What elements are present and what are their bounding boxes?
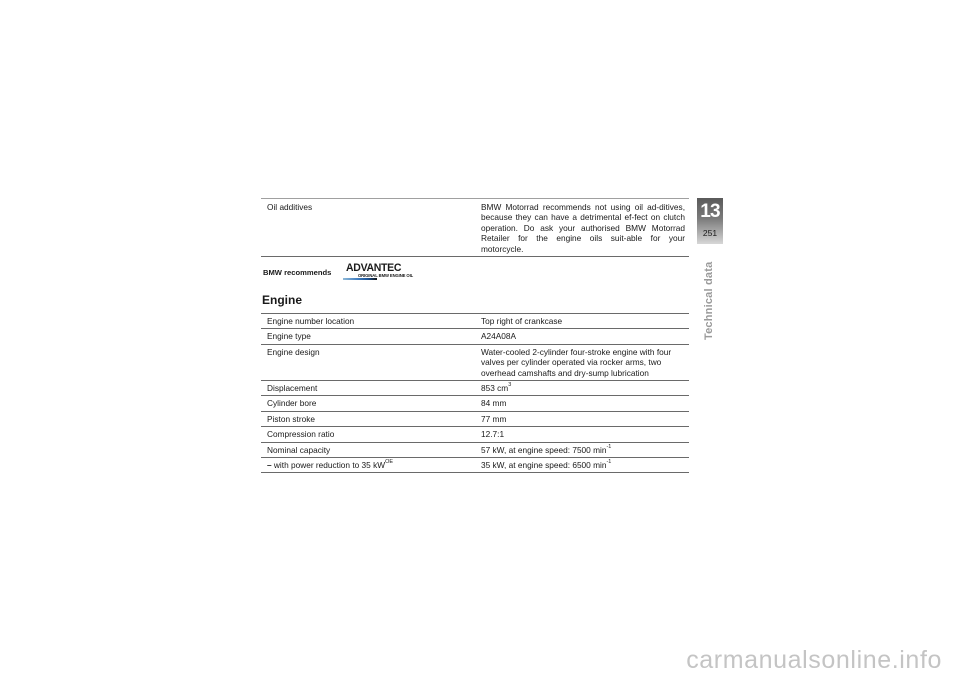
spec-label-text: Cylinder bore	[267, 398, 317, 409]
spec-label	[261, 329, 475, 344]
spec-label	[261, 427, 475, 442]
advantec-logo-subtext: ORIGINAL BMW ENGINE OIL	[358, 273, 414, 278]
spec-label-text: Displacement	[267, 383, 318, 394]
spec-value	[475, 442, 689, 457]
spec-label-text: Piston stroke	[267, 413, 315, 424]
spec-label	[261, 458, 475, 473]
table-row	[261, 344, 689, 380]
oil-additives-section	[261, 198, 689, 257]
spec-value-text: Water-cooled 2-cylinder four-stroke engine with four valves per cylinder operated via rocker arms, two overhead camshafts and dry-sump lubrication	[481, 346, 672, 378]
spec-value	[475, 381, 689, 396]
spec-value	[475, 314, 689, 329]
spec-value	[475, 396, 689, 411]
advantec-logo-bar	[343, 278, 377, 280]
spec-label	[261, 344, 475, 380]
spec-value-text: 57 kW, at engine speed: 7500 min	[481, 444, 607, 455]
spec-label	[261, 314, 475, 329]
spec-label	[261, 396, 475, 411]
spec-value-superscript: -1	[606, 459, 612, 466]
engine-spec-rows	[261, 314, 689, 473]
spec-label	[261, 411, 475, 426]
spec-value-superscript: 3	[508, 382, 512, 389]
spec-value	[475, 411, 689, 426]
chapter-number: 13	[700, 201, 720, 222]
table-row	[261, 329, 689, 344]
chapter-tab	[697, 198, 723, 244]
table-row	[261, 199, 689, 257]
watermark: carmanualsonline.info	[686, 646, 942, 674]
spec-label-superscript: OE	[385, 459, 394, 466]
oil-additives-table	[261, 198, 689, 257]
table-row	[261, 458, 689, 473]
spec-value-text: 35 kW, at engine speed: 6500 min	[481, 460, 607, 471]
spec-label-text: Compression ratio	[267, 429, 335, 440]
spec-label-text: Engine design	[267, 346, 320, 357]
spec-value-text: Top right of crankcase	[481, 316, 563, 326]
engine-spec-table	[261, 313, 689, 473]
spec-value-text: 84 mm	[481, 398, 507, 409]
spec-value-superscript: -1	[606, 443, 612, 450]
table-row	[261, 314, 689, 329]
spec-value	[475, 458, 689, 473]
spec-label	[261, 381, 475, 396]
spec-value	[475, 427, 689, 442]
table-row	[261, 396, 689, 411]
table-row	[261, 427, 689, 442]
oil-additives-label: Oil additives	[261, 199, 475, 257]
engine-section-title: Engine	[262, 293, 303, 307]
spec-label-text: Engine type	[267, 331, 311, 342]
bmw-recommends-label: BMW recommends	[263, 268, 332, 277]
table-row	[261, 381, 689, 396]
table-row	[261, 411, 689, 426]
spec-label-text: Engine number location	[267, 316, 355, 326]
table-row	[261, 442, 689, 457]
spec-label-text: Nominal capacity	[267, 444, 331, 455]
spec-value-text: 853 cm	[481, 383, 509, 394]
engine-spec-section	[261, 313, 689, 473]
bmw-recommends-row	[263, 262, 463, 284]
advantec-logo-text: ADVANTEC	[346, 261, 402, 275]
spec-label-text: with power reduction to 35 kW	[271, 460, 386, 471]
spec-value	[475, 344, 689, 380]
spec-value-text: 12.7:1	[481, 429, 505, 440]
advantec-logo	[343, 262, 423, 282]
page-number: 251	[702, 228, 718, 238]
spec-value	[475, 329, 689, 344]
chapter-side-title: Technical data	[703, 261, 715, 340]
spec-value-text: 77 mm	[481, 413, 507, 424]
spec-label-prefix: –	[267, 460, 272, 471]
oil-additives-value: BMW Motorrad recommends not using oil ad-ditives, because they can have a detrimental ef-fect on clutch operation. Do ask your authorised BMW Motorrad Retailer for the engine oils suit-able for your motorcycle.	[475, 199, 689, 257]
spec-value-text: A24A08A	[481, 331, 517, 342]
spec-label	[261, 442, 475, 457]
